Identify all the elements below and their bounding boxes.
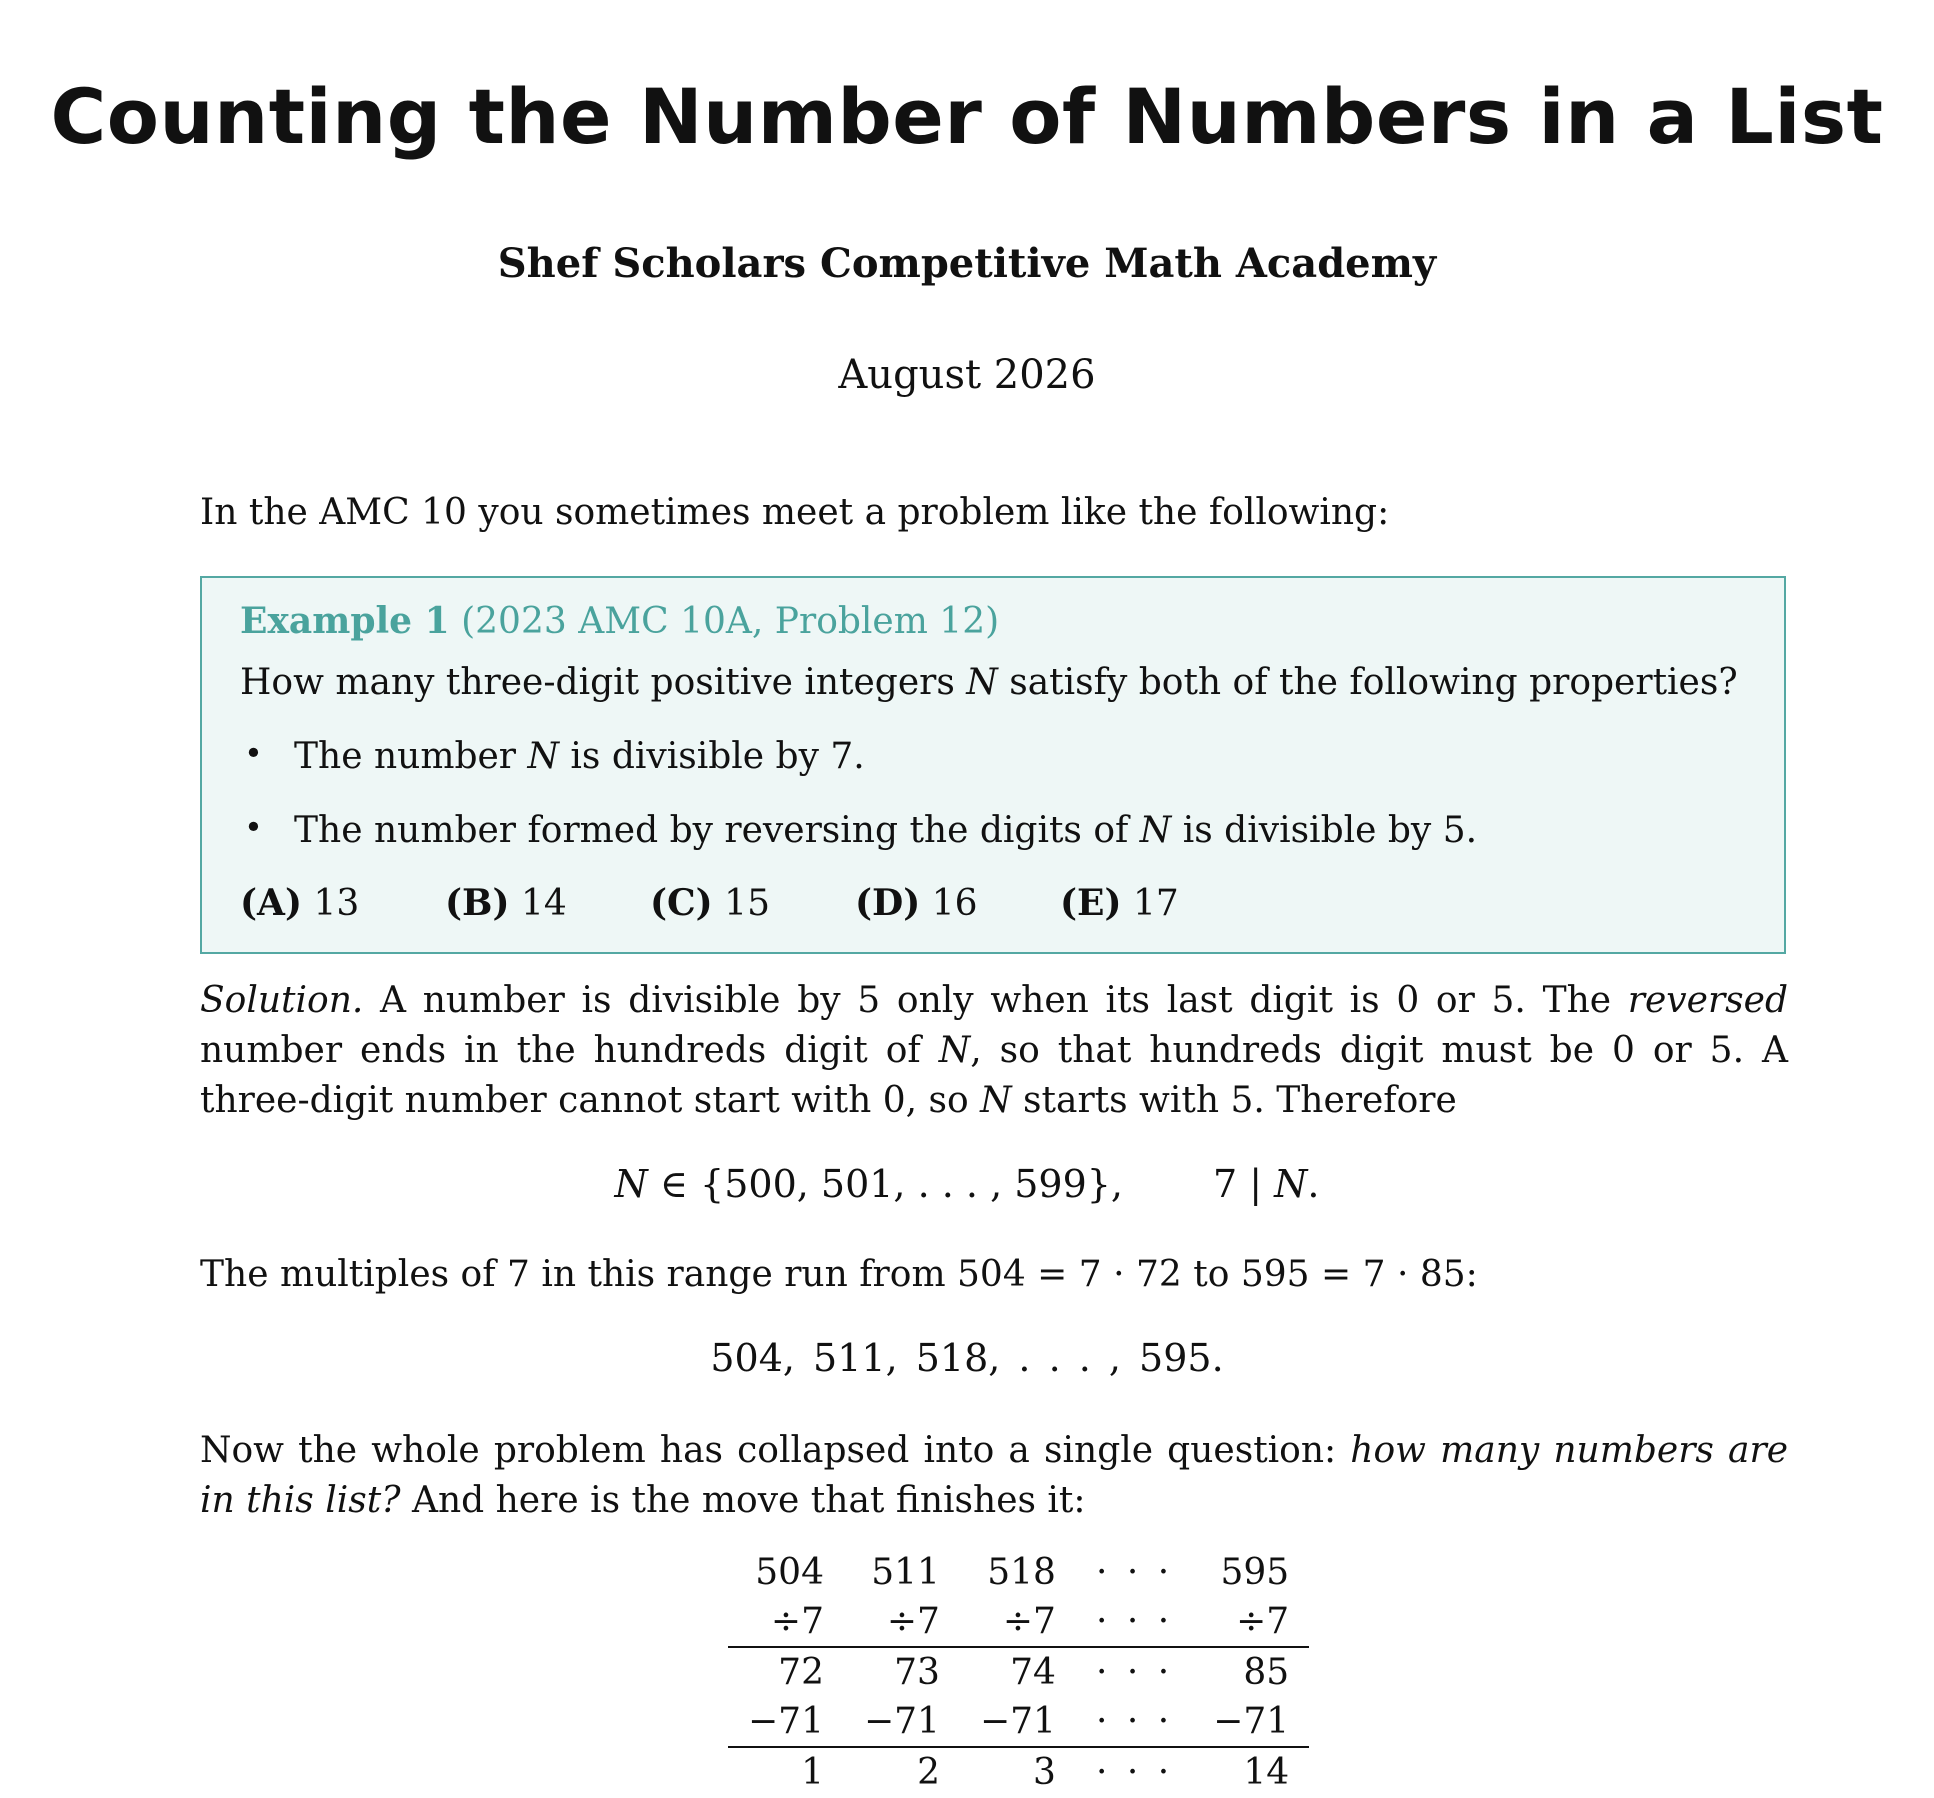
answer-choice: (C) 15 [650,882,770,924]
intro-paragraph: In the AMC 10 you sometimes meet a problem like the following: [200,492,1390,533]
bullet-item: • The number formed by reversing the digits of N is divisible by 5. [244,808,1478,851]
set-equation: N ∈ {500, 501, . . . , 599}, 7 | N. [614,1162,1320,1206]
bullet-item: • The number N is divisible by 7. [244,734,865,777]
author: Shef Scholars Competitive Math Academy [497,240,1437,287]
answer-choice: (D) 16 [855,882,978,924]
page-title: Counting the Number of Numbers in a List [50,72,1884,161]
table-row: 504 511 518 · · · 595 [755,1552,1290,1593]
answer-choice: (E) 17 [1060,882,1179,924]
answer-choice: (A) 13 [240,882,360,924]
example-box [200,576,1786,954]
table-row: 72 73 74 · · · 85 [778,1652,1290,1693]
multiples-list: 504, 511, 518, . . . , 595. [710,1336,1224,1380]
bullet-icon: • [244,808,263,846]
answer-choice: (B) 14 [445,882,567,924]
example-heading [240,600,999,642]
solution-paragraph: Solution. A number is divisible by 5 only when its last digit is 0 or 5. The reversed number ends in the hundreds digit of N, so that hundreds digit must be 0 or 5. A three-digit number cannot start with 0, so N starts with 5. Therefore [200,980,1788,1121]
table-row: 1 2 3 · · · 14 [801,1752,1290,1793]
answer-choices [240,882,1265,924]
multiples-paragraph: The multiples of 7 in this range run from 504 = 7 · 72 to 595 = 7 · 85: [200,1254,1478,1295]
date: August 2026 [838,352,1096,398]
table-row: ÷7 ÷7 ÷7 · · · ÷7 [728,1597,1309,1647]
example-source: (2023 AMC 10A, Problem 12) [461,601,1000,642]
division-table [728,1548,1309,1797]
table-row: −71 −71 −71 · · · −71 [728,1697,1309,1747]
example-label: Example 1 [240,600,450,642]
question-paragraph: Now the whole problem has collapsed into a single question: how many numbers are in this list? And here is the move that finishes it: [200,1430,1788,1521]
example-question: How many three-digit positive integers N satisfy both of the following properties? [240,662,1738,703]
bullet-icon: • [244,734,263,772]
